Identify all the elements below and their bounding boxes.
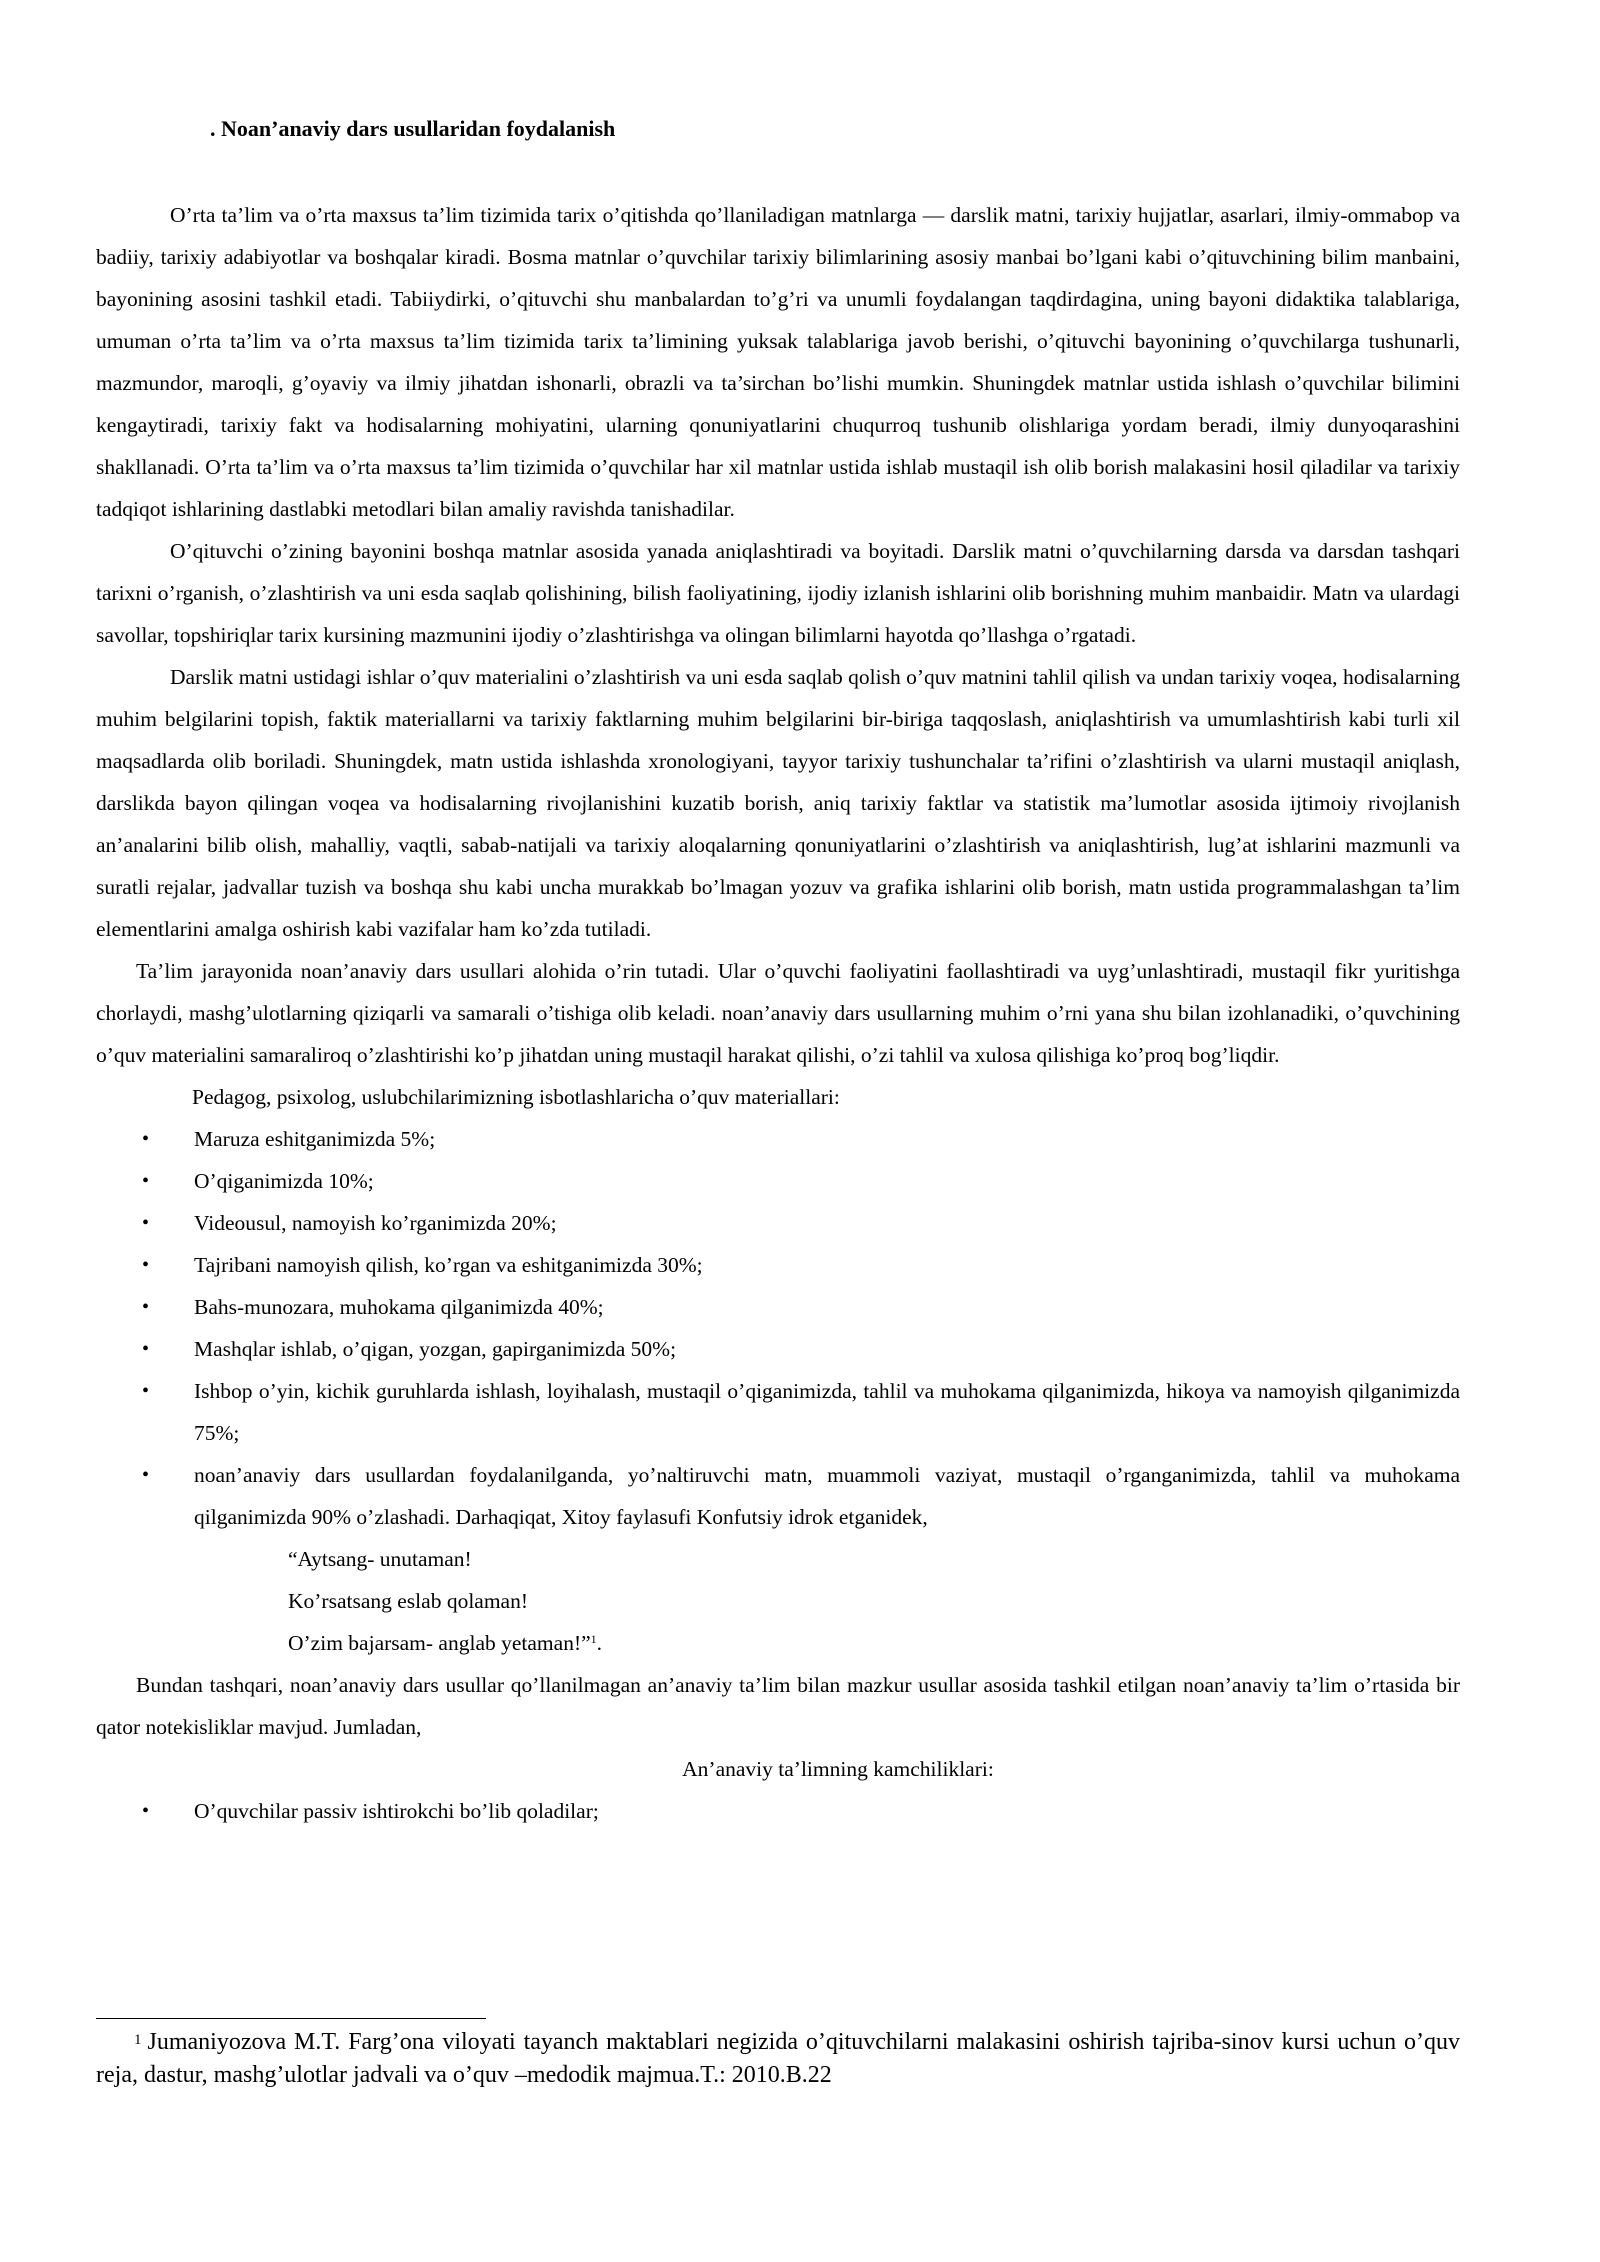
list-item — [96, 1118, 1460, 1160]
quote-line-1: “Aytsang- unutaman! — [288, 1547, 472, 1571]
paragraph-6: Bundan tashqari, noan’anaviy dars usullar qo’llanilmagan an’anaviy ta’lim bilan mazkur usullar asosida tashkil etilgan noan’anaviy ta’lim o’rtasida bir qator notekisliklar mavjud. Jumladan, — [96, 1673, 1460, 1739]
retention-list — [96, 1118, 1460, 1538]
quote-line-3 — [96, 1622, 1460, 1664]
footnote-mark: 1 — [134, 2032, 142, 2048]
list-item — [96, 1454, 1460, 1538]
list-item-text: Ishbop o’yin, kichik guruhlarda ishlash, loyihalash, mustaqil o’qiganimizda, tahlil va muhokama qilganimizda, hikoya va namoyish qilganimizda 75%; — [194, 1379, 1460, 1445]
list-item — [96, 1160, 1460, 1202]
list-item-text: O’qiganimizda 10%; — [194, 1169, 374, 1193]
bullet-icon: • — [142, 1296, 150, 1318]
list-item-text: Maruza eshitganimizda 5%; — [194, 1127, 436, 1151]
footnote — [96, 2026, 1460, 2092]
list-item-text: Mashqlar ishlab, o’qigan, yozgan, gapirganimizda 50%; — [194, 1337, 677, 1361]
list-item — [96, 1328, 1460, 1370]
bullet-icon: • — [142, 1338, 150, 1360]
list-item — [96, 1244, 1460, 1286]
paragraph-2: O’qituvchi o’zining bayonini boshqa matnlar asosida yanada aniqlashtiradi va boyitadi. Darslik matni o’quvchilarning darsda va darsdan tashqari tarixni o’rganish, o’zlashtirish va uni esda saqlab qolishining, bilish faoliyatining, ijodiy izlanish ishlarini olib borishning muhim manbaidir. Matn va ulardagi savollar, topshiriqlar tarix kursining mazmunini ijodiy o’zlashtirishga va olingan bilimlarni hayotda qo’llashga o’rgatadi. — [96, 539, 1460, 647]
list-item — [96, 1790, 1460, 1832]
list-item-text: Tajribani namoyish qilish, ko’rgan va eshitganimizda 30%; — [194, 1253, 703, 1277]
bullet-icon: • — [142, 1128, 150, 1150]
paragraph-5: Pedagog, psixolog, uslubchilarimizning isbotlashlaricha o’quv materiallari: — [192, 1085, 840, 1109]
quote-line-2: Ko’rsatsang eslab qolaman! — [288, 1589, 529, 1613]
list-item-text: Bahs-munozara, muhokama qilganimizda 40%; — [194, 1295, 604, 1319]
list-item-text: noan’anaviy dars usullardan foydalanilganda, yo’naltiruvchi matn, muammoli vaziyat, mustaqil o’rganganimizda, tahlil va muhokama qilganimizda 90% o’zlashadi. Darhaqiqat, Xitoy faylasufi Konfutsiy idrok etganidek, — [194, 1463, 1460, 1529]
bullet-icon: • — [142, 1254, 150, 1276]
list-item — [96, 1286, 1460, 1328]
paragraph-1: O’rta ta’lim va o’rta maxsus ta’lim tizimida tarix o’qitishda qo’llaniladigan matnlarga — darslik matni, tarixiy hujjatlar, asarlari, ilmiy-ommabop va badiiy, tarixiy adabiyotlar va boshqalar kiradi. Bosma matnlar o’quvchilar tarixiy bilimlarining asosiy manbai bo’lgani kabi o’qituvchining bilim manbaini, bayonining asosini tashkil etadi. Tabiiydirki, o’qituvchi shu manbalardan to’g’ri va unumli foydalangan taqdirdagina, uning bayoni didaktika talablariga, umuman o’rta ta’lim va o’rta maxsus ta’lim tizimida tarix ta’limining yuksak talablariga javob berishi, o’qituvchi bayonining o’quvchilarga tushunarli, mazmundor, maroqli, g’oyaviy va ilmiy jihatdan ishonarli, obrazli va ta’sirchan bo’lishi mumkin. Shuningdek matnlar ustida ishlash o’quvchilar bilimini kengaytiradi, tarixiy fakt va hodisalarning mohiyatini, ularning qonuniyatlarini chuqurroq tushunib olishlariga yordam beradi, ilmiy dunyoqarashini shakllanadi. O’rta ta’lim va o’rta maxsus ta’lim tizimida o’quvchilar har xil matnlar ustida ishlab mustaqil ish olib borish malakasini hosil qiladilar va tarixiy tadqiqot ishlarining dastlabki metodlari bilan amaliy ravishda tanishadilar. — [96, 203, 1460, 521]
list-item — [96, 1370, 1460, 1454]
section-title: . Noan’anaviy dars usullaridan foydalanish — [210, 116, 616, 141]
drawbacks-list — [96, 1790, 1460, 1832]
list-item — [96, 1202, 1460, 1244]
bullet-icon: • — [142, 1800, 150, 1822]
bullet-icon: • — [142, 1380, 150, 1402]
paragraph-4: Ta’lim jarayonida noan’anaviy dars usullari alohida o’rin tutadi. Ular o’quvchi faoliyatini faollashtiradi va uyg’unlashtiradi, mustaqil fikr yuritishga chorlaydi, mashg’ulotlarning qiziqarli va samarali o’tishiga olib keladi. noan’anaviy dars usullarning muhim o’rni yana shu bilan izohlanadiki, o’quvchining o’quv materialini samaraliroq o’zlashtirishi ko’p jihatdan uning mustaqil harakat qilishi, o’zi tahlil va xulosa qilishiga ko’proq bog’liqdir. — [96, 959, 1460, 1067]
list-item-text: Videousul, namoyish ko’rganimizda 20%; — [194, 1211, 557, 1235]
bullet-icon: • — [142, 1170, 150, 1192]
bullet-icon: • — [142, 1464, 150, 1486]
quote-line-3-text: O’zim bajarsam- anglab yetaman!” — [288, 1631, 591, 1655]
footnote-ref[interactable]: 1 — [590, 1632, 597, 1646]
subheading: An’anaviy ta’limning kamchiliklari: — [682, 1757, 994, 1781]
quote-end-punct: . — [596, 1631, 603, 1655]
document-body — [96, 194, 1460, 1832]
footnote-separator — [96, 2018, 486, 2019]
footnote-text: Jumaniyozova M.T. Farg’ona viloyati tayanch maktablari negizida o’qituvchilarni malakasini oshirish tajriba-sinov kursi uchun o’quv reja, dastur, mashg’ulotlar jadvali va o’quv –medodik majmua.T.: 2010.B.22 — [96, 2029, 1460, 2088]
paragraph-3: Darslik matni ustidagi ishlar o’quv materialini o’zlashtirish va uni esda saqlab qolish o’quv matnini tahlil qilish va undan tarixiy voqea, hodisalarning muhim belgilarini topish, faktik materiallarni va tarixiy faktlarning muhim belgilarini bir-biriga taqqoslash, aniqlashtirish va umumlashtirish kabi turli xil maqsadlarda olib boriladi. Shuningdek, matn ustida ishlashda xronologiyani, tayyor tarixiy tushunchalar ta’rifini o’zlashtirish va ularni mustaqil aniqlash, darslikda bayon qilingan voqea va hodisalarning rivojlanishini kuzatib borish, aniq tarixiy faktlar va statistik ma’lumotlar asosida ijtimoiy rivojlanish an’analarini bilib olish, mahalliy, vaqtli, sabab-natijali va tarixiy aloqalarning qonuniyatlarini o’zlashtirish va aniqlashtirish, lug’at ishlarini mazmunli va suratli rejalar, jadvallar tuzish va boshqa shu kabi uncha murakkab bo’lmagan yozuv va grafika ishlarini olib borish, matn ustida programmalashgan ta’lim elementlarini amalga oshirish kabi vazifalar ham ko’zda tutiladi. — [96, 665, 1460, 941]
bullet-icon: • — [142, 1212, 150, 1234]
list-item-text: O’quvchilar passiv ishtirokchi bo’lib qoladilar; — [194, 1799, 599, 1823]
